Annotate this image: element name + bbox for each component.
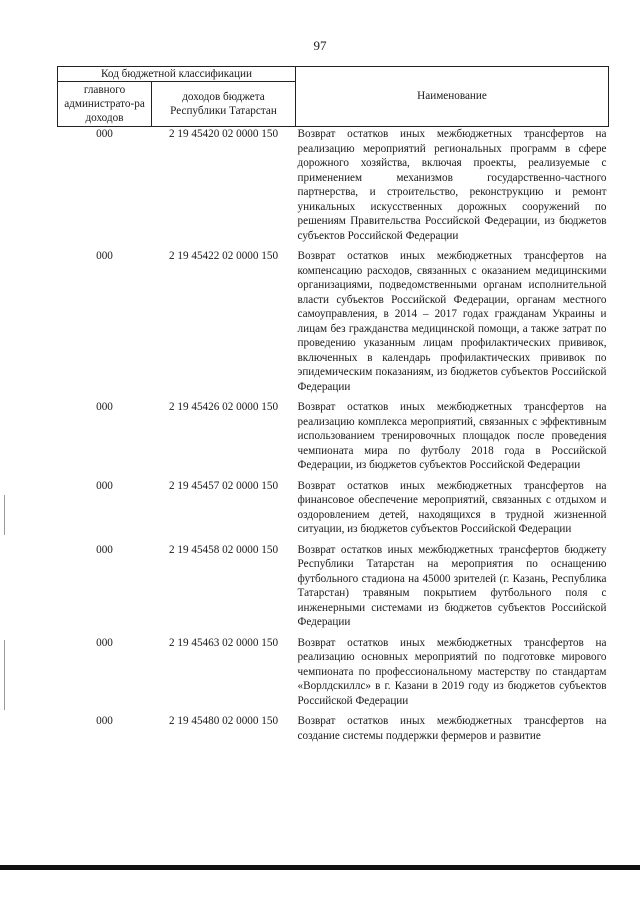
page-bottom-edge: [0, 865, 640, 870]
header-classification-code: Код бюджетной классификации: [58, 67, 296, 82]
description-cell: Возврат остатков иных межбюджетных трансфертов на реализацию мероприятий региональных программ в сфере дорожного хозяйства, включая проекты, реализуемые с применением механизмов государственно-частного партнерства, и строительство, реконструкцию и ремонт уникальных искусственных дорожных сооружений по решениям Правительства Российской Федерации, из бюджетов субъектов Российской Федерации: [297, 128, 607, 242]
scan-margin-mark: [4, 640, 5, 710]
admin-code-cell: 000: [96, 715, 113, 727]
table-row: [58, 400, 609, 479]
description-cell: Возврат остатков иных межбюджетных трансфертов на финансовое обеспечение мероприятий, связанных с отдыхом и оздоровлением детей, находящихся в трудной жизненной ситуации, из бюджетов субъектов Российской Федерации: [297, 479, 607, 535]
revenue-code-cell: 2 19 45422 02 0000 150: [168, 250, 279, 262]
table-row: [58, 714, 609, 749]
budget-classification-table: [57, 66, 609, 749]
revenue-code-cell: 2 19 45426 02 0000 150: [168, 401, 279, 413]
admin-code-cell: 000: [96, 128, 113, 140]
header-code-column: доходов бюджета Республики Татарстан: [152, 82, 296, 127]
admin-code-cell: 000: [96, 250, 113, 262]
header-admin-column: главного администрато-ра доходов: [58, 82, 152, 127]
admin-code-cell: 000: [96, 543, 113, 556]
table-row: [58, 479, 609, 543]
admin-code-cell: 000: [96, 401, 113, 413]
description-cell: Возврат остатков иных межбюджетных трансфертов бюджету Республики Татарстан на мероприятия по оснащению футбольного стадиона на 45000 зрителей (г. Казань, Республика Татарстан) травяным покрытием футбольного поля с инженерными системами из бюджетов субъектов Российской Федерации: [297, 543, 607, 628]
revenue-code-cell: 2 19 45420 02 0000 150: [168, 128, 279, 140]
scan-margin-mark: [4, 495, 5, 535]
revenue-code-cell: 2 19 45457 02 0000 150: [168, 479, 279, 492]
table-row: [58, 636, 609, 715]
revenue-code-cell: 2 19 45463 02 0000 150: [168, 636, 279, 649]
description-cell: Возврат остатков иных межбюджетных трансфертов на реализацию основных мероприятий по подготовке мирового чемпионата по профессиональному мастерству по стандартам «Ворлдскиллс» в г. Казани в 2019 году из бюджетов субъектов Российской Федерации: [297, 636, 607, 707]
page-number: 97: [313, 38, 327, 53]
description-cell: Возврат остатков иных межбюджетных трансфертов на реализацию комплекса мероприятий, связанных с эффективным использованием тренировочных площадок после проведения чемпионата мира по футболу 2018 года в Российской Федерации, из бюджетов субъектов Российской Федерации: [297, 401, 607, 471]
table-row: [58, 127, 609, 250]
revenue-code-cell: 2 19 45458 02 0000 150: [168, 543, 279, 556]
description-cell: Возврат остатков иных межбюджетных трансфертов на создание системы поддержки фермеров и развитие: [297, 715, 607, 742]
table-row: [58, 249, 609, 400]
table-row: [58, 543, 609, 636]
revenue-code-cell: 2 19 45480 02 0000 150: [168, 715, 279, 727]
description-cell: Возврат остатков иных межбюджетных трансфертов на компенсацию расходов, связанных с оказанием медицинскими организациями, подведомственными органам исполнительной власти субъектов Российской Федерации, органам местного самоуправления, в 2014 – 2017 годах гражданам Украины и лицам без гражданства медицинской помощи, а также затрат по проведению указанным лицам профилактических прививок, включенных в календарь профилактических прививок по эпидемическим показаниям, из бюджетов субъектов Российской Федерации: [297, 250, 607, 393]
admin-code-cell: 000: [96, 636, 113, 649]
admin-code-cell: 000: [96, 479, 113, 492]
header-name: Наименование: [296, 67, 609, 127]
